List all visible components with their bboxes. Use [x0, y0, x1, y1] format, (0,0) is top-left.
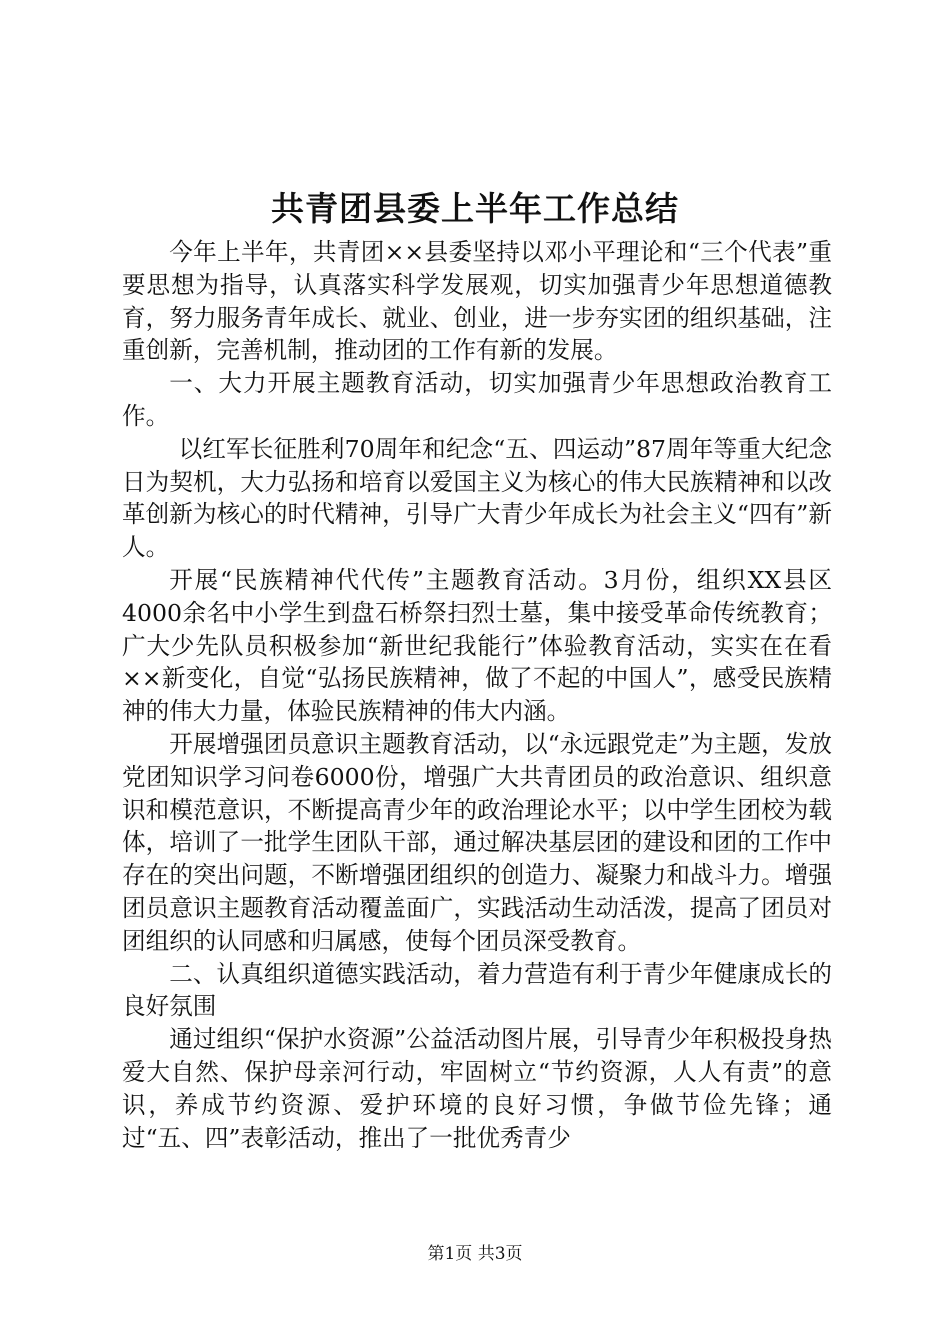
- paragraph-national-spirit: 开展“民族精神代代传”主题教育活动。3月份，组织XX县区4000余名中小学生到盘石桥祭扫烈士墓，集中接受革命传统教育；广大少先队员积极参加“新世纪我能行”体验教育活动，实实在在看××新变化，自觉“弘扬民族精神，做了不起的中国人”，感受民族精神的伟大力量，体验民族精神的伟大内涵。: [122, 565, 832, 726]
- paragraph-anniversary: 以红军长征胜利70周年和纪念“五、四运动”87周年等重大纪念日为契机，大力弘扬和培育以爱国主义为核心的伟大民族精神和以改革创新为核心的时代精神，引导广大青少年成长为社会主义“四有”新人。: [122, 434, 832, 562]
- document-title: 共青团县委上半年工作总结: [271, 189, 679, 228]
- paragraph-intro: 今年上半年，共青团××县委坚持以邓小平理论和“三个代表”重要思想为指导，认真落实科学发展观，切实加强青少年思想道德教育，努力服务青年成长、就业、创业，进一步夯实团的组织基础，注重创新，完善机制，推动团的工作有新的发展。: [122, 238, 832, 365]
- paragraph-water-resources: 通过组织“保护水资源”公益活动图片展，引导青少年积极投身热爱大自然、保护母亲河行动，牢固树立“节约资源，人人有责”的意识，养成节约资源、爱护环境的良好习惯，争做节俭先锋；通过“五、四”表彰活动，推出了一批优秀青少: [122, 1025, 832, 1152]
- document-body: [122, 236, 832, 1154]
- paragraph-section-2-heading: 二、认真组织道德实践活动，着力营造有利于青少年健康成长的良好氛围: [122, 959, 832, 1021]
- page-footer: 第1页 共3页: [427, 1244, 523, 1264]
- paragraph-member-awareness: 开展增强团员意识主题教育活动，以“永远跟党走”为主题，发放党团知识学习问卷6000份，增强广大共青团员的政治意识、组织意识和模范意识，不断提高青少年的政治理论水平；以中学生团校为载体，培训了一批学生团队干部，通过解决基层团的建设和团的工作中存在的突出问题，不断增强团组织的创造力、凝聚力和战斗力。增强团员意识主题教育活动覆盖面广，实践活动生动活泼，提高了团员对团组织的认同感和归属感，使每个团员深受教育。: [122, 729, 832, 955]
- paragraph-section-1-heading: 一、大力开展主题教育活动，切实加强青少年思想政治教育工作。: [122, 369, 832, 430]
